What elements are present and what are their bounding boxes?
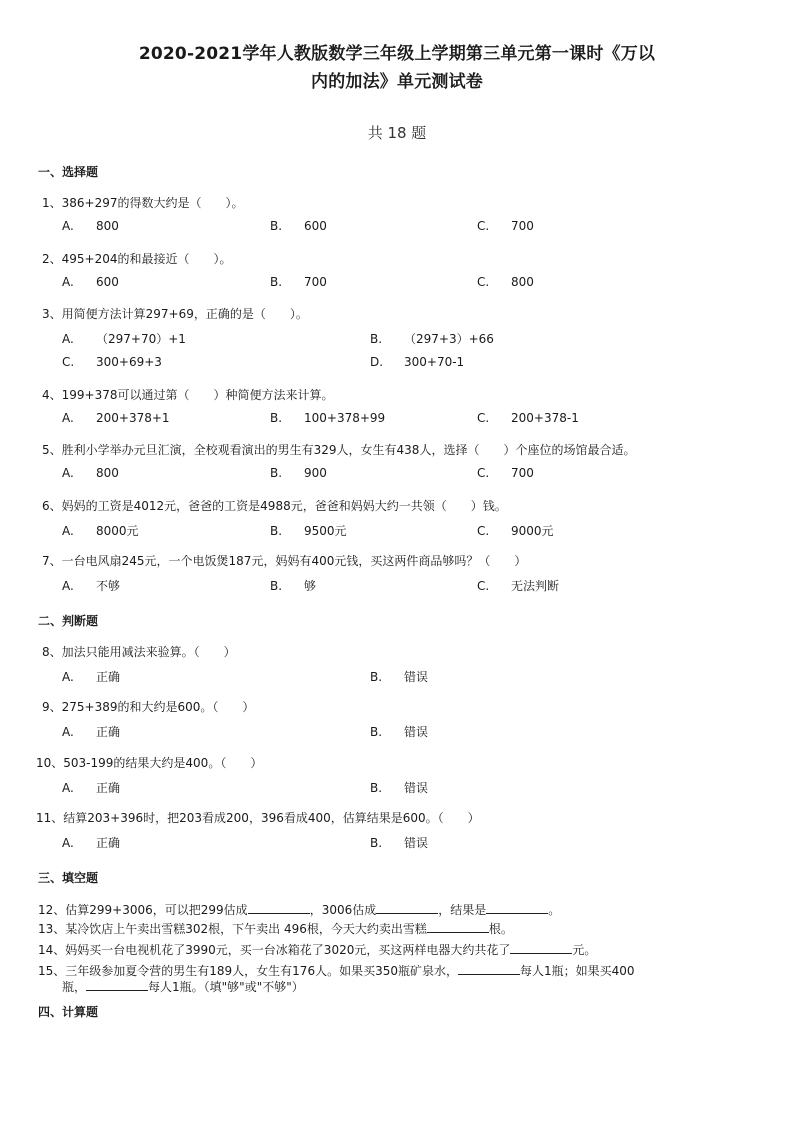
answer-blank[interactable] xyxy=(510,942,572,954)
question-15: 15、三年级参加夏令营的男生有189人，女生有176人。如果买350瓶矿泉水， 每人1瓶；如果买400 xyxy=(38,964,635,978)
question-5-option-c: C. 700 xyxy=(477,466,534,480)
question-1-option-b: B. 600 xyxy=(270,219,327,233)
question-3: 3、用简便方法计算297+69，正确的是（ ）。 xyxy=(42,307,308,321)
answer-blank[interactable] xyxy=(376,902,438,914)
question-8-option-b: B. 错误 xyxy=(370,670,429,684)
question-3-option-c: C. 300+69+3 xyxy=(62,355,162,369)
question-5-option-a: A. 800 xyxy=(62,466,119,480)
question-10: 10、503-199的结果大约是400。（ ） xyxy=(36,756,263,770)
question-2-option-b: B. 700 xyxy=(270,275,327,289)
answer-blank[interactable] xyxy=(486,902,548,914)
page-title-line-1: 2020-2021学年人教版数学三年级上学期第三单元第一课时《万以 xyxy=(138,44,656,64)
question-4: 4、199+378可以通过第（ ）种简便方法来计算。 xyxy=(42,388,334,402)
answer-blank[interactable] xyxy=(86,979,148,991)
question-2: 2、495+204的和最接近（ ）。 xyxy=(42,252,232,266)
section-heading-calculation: 四、计算题 xyxy=(38,1005,99,1019)
question-14: 14、妈妈买一台电视机花了3990元，买一台冰箱花了3020元，买这两样电器大约共花了 元。 xyxy=(38,943,597,957)
question-6: 6、妈妈的工资是4012元，爸爸的工资是4988元，爸爸和妈妈大约一共领（ ）钱。 xyxy=(42,499,507,513)
question-5-option-b: B. 900 xyxy=(270,466,327,480)
question-1-option-a: A. 800 xyxy=(62,219,119,233)
question-6-option-b: B. 9500元 xyxy=(270,524,347,538)
question-6-option-a: A. 8000元 xyxy=(62,524,139,538)
question-9-option-b: B. 错误 xyxy=(370,725,429,739)
question-1-option-c: C. 700 xyxy=(477,219,534,233)
question-7-option-a: A. 不够 xyxy=(62,579,121,593)
question-7: 7、一台电风扇245元，一个电饭煲187元，妈妈有400元钱，买这两件商品够吗？（ ） xyxy=(42,554,527,568)
question-8: 8、加法只能用减法来验算。（ ） xyxy=(42,645,236,659)
question-11-option-b: B. 错误 xyxy=(370,836,429,850)
question-7-option-b: B. 够 xyxy=(270,579,317,593)
section-heading-judgement: 二、判断题 xyxy=(38,614,99,628)
question-2-option-a: A. 600 xyxy=(62,275,119,289)
question-count: 共 18 题 xyxy=(367,124,427,142)
answer-blank[interactable] xyxy=(248,902,310,914)
question-10-option-b: B. 错误 xyxy=(370,781,429,795)
question-11-option-a: A. 正确 xyxy=(62,836,121,850)
page-title-line-2: 内的加法》单元测试卷 xyxy=(311,72,483,92)
answer-blank[interactable] xyxy=(458,963,520,975)
question-4-option-c: C. 200+378-1 xyxy=(477,411,579,425)
question-9-option-a: A. 正确 xyxy=(62,725,121,739)
section-heading-fill-in: 三、填空题 xyxy=(38,871,99,885)
question-4-option-a: A. 200+378+1 xyxy=(62,411,170,425)
question-11: 11、结算203+396时，把203看成200，396看成400，估算结果是600。（ ） xyxy=(36,811,480,825)
question-5: 5、胜利小学举办元旦汇演，全校观看演出的男生有329人，女生有438人，选择（ ）个座位的场馆最合适。 xyxy=(42,443,636,457)
section-heading-choice: 一、选择题 xyxy=(38,165,99,179)
question-2-option-c: C. 800 xyxy=(477,275,534,289)
question-7-option-c: C. 无法判断 xyxy=(477,579,560,593)
question-3-option-a: A. （297+70）+1 xyxy=(62,332,186,346)
question-10-option-a: A. 正确 xyxy=(62,781,121,795)
question-3-option-b: B. （297+3）+66 xyxy=(370,332,494,346)
question-4-option-b: B. 100+378+99 xyxy=(270,411,386,425)
question-13: 13、某冷饮店上午卖出雪糕302根，下午卖出 496根，今天大约卖出雪糕 根。 xyxy=(38,922,513,936)
question-9: 9、275+389的和大约是600。（ ） xyxy=(42,700,255,714)
question-1: 1、386+297的得数大约是（ ）。 xyxy=(42,196,244,210)
question-8-option-a: A. 正确 xyxy=(62,670,121,684)
question-3-option-d: D. 300+70-1 xyxy=(370,355,465,369)
question-6-option-c: C. 9000元 xyxy=(477,524,554,538)
answer-blank[interactable] xyxy=(427,921,489,933)
question-15-continued: 瓶， 每人1瓶。（填"够"或"不够"） xyxy=(62,980,304,994)
question-12: 12、估算299+3006，可以把299估成 ，3006估成 ，结果是 。 xyxy=(38,903,561,917)
